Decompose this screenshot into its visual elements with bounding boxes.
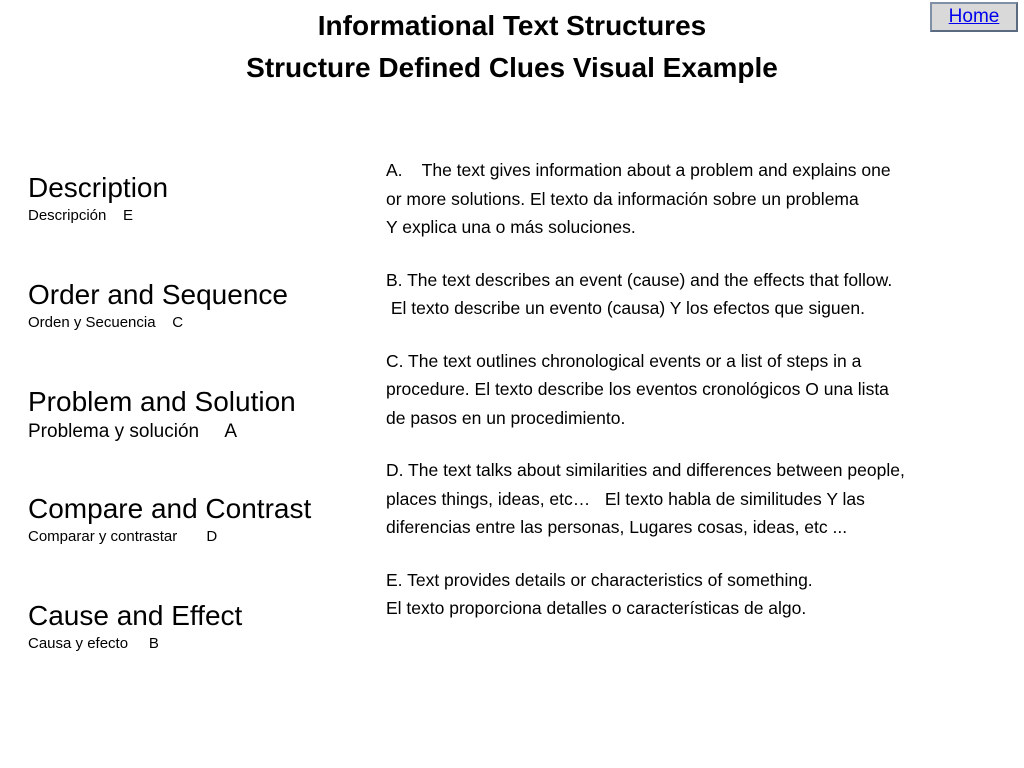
page-title: Informational Text Structures [317,10,707,41]
definition-line: places things, ideas, etc… El texto habla de similitudes Y las [386,488,865,509]
structure-name: Order and Sequence [28,279,288,310]
structure-compare-and-contrast [28,491,368,598]
definition-d [386,456,1016,542]
definition-line: or more solutions. El texto da información sobre un problema [386,188,859,209]
definition-b [386,266,1016,323]
structure-translation: Orden y Secuencia C [28,314,184,331]
definition-line: B. The text describes an event (cause) and the effects that follow. [386,269,893,290]
definition-e [386,566,1016,623]
home-link[interactable]: Home [948,6,1000,27]
definition-line: procedure. El texto describe los eventos cronológicos O una lista [386,379,889,399]
structure-translation: Problema y solución A [28,421,238,442]
definition-line: El texto describe un evento (causa) Y los efectos que siguen. [386,298,865,318]
definition-line: E. Text provides details or characteristics of something. [386,569,813,590]
structure-translation: Causa y efecto B [28,635,159,652]
definition-line: El texto proporciona detalles o características de algo. [386,598,807,618]
structure-order-and-sequence [28,277,368,384]
definition-line: C. The text outlines chronological events or a list of steps in a [386,350,862,371]
structure-translation: Comparar y contrastar D [28,528,218,545]
definition-c [386,347,1016,433]
structure-name: Problem and Solution [28,386,296,417]
definitions-list [386,156,1016,647]
definition-a [386,156,1016,242]
definition-line: Y explica una o más soluciones. [386,217,636,237]
structure-problem-and-solution [28,384,368,491]
structure-description [28,170,368,277]
structure-cause-and-effect [28,598,368,705]
definition-line: de pasos en un procedimiento. [386,407,626,428]
structure-translation: Descripción E [28,207,134,224]
structure-name: Compare and Contrast [28,493,312,524]
definition-line: A. The text gives information about a problem and explains one [386,160,891,180]
page-subtitle: Structure Defined Clues Visual Example [246,52,778,83]
structure-name: Description [28,172,169,203]
structure-name: Cause and Effect [28,600,243,631]
definition-line: D. The text talks about similarities and differences between people, [386,460,905,480]
structures-list [28,170,368,705]
definition-line: diferencias entre las personas, Lugares cosas, ideas, etc ... [386,517,848,537]
